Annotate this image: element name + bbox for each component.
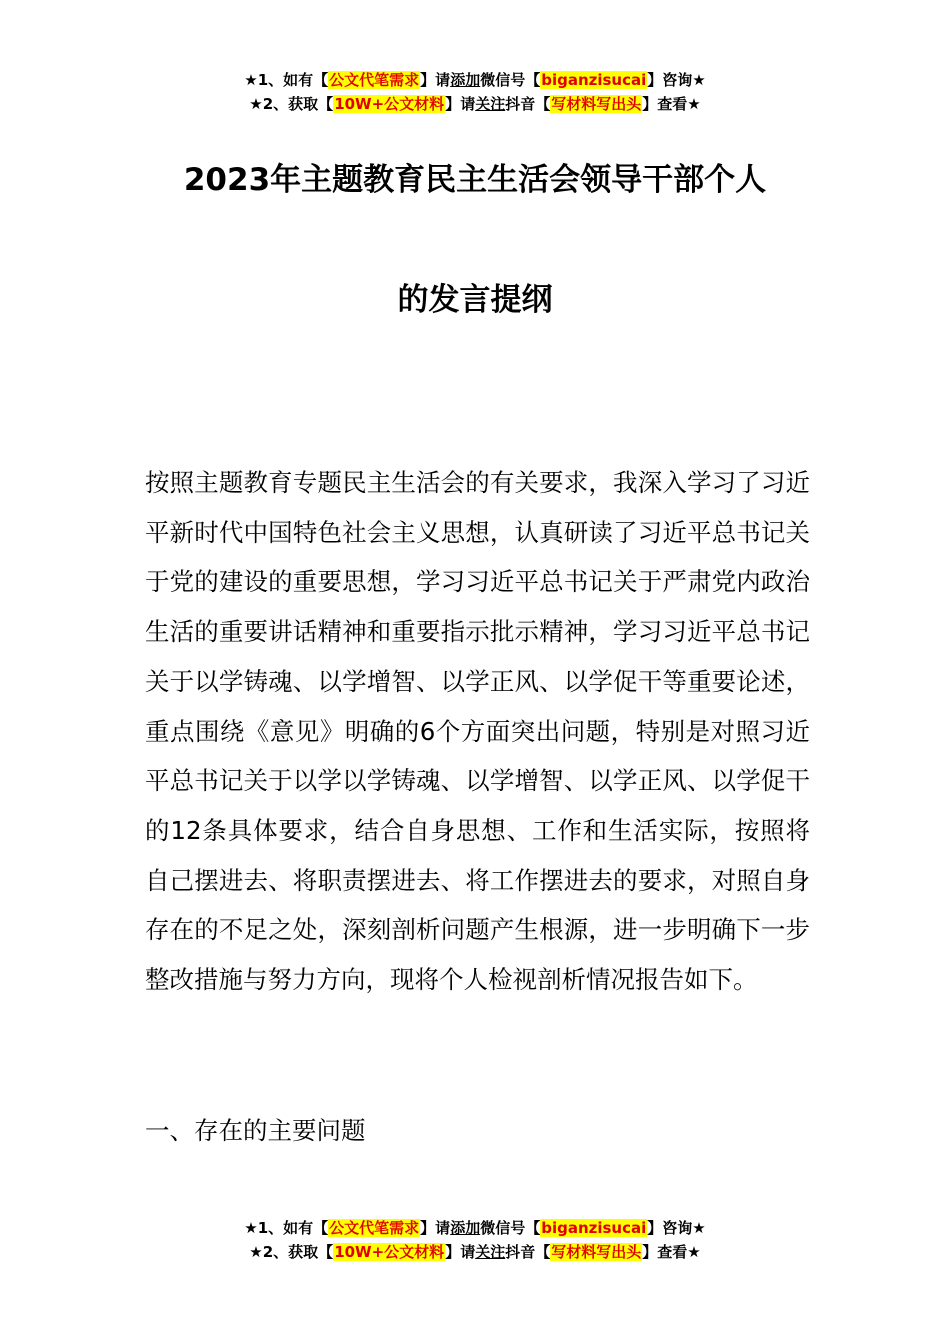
banner-text: 抖音【 [505,1243,551,1261]
banner-text: 】咨询★ [647,71,706,89]
banner-text: 】请 [420,1219,451,1237]
highlight-douyin: 写材料写出头 [551,95,642,113]
banner-text: 微信号【 [480,71,541,89]
body-paragraph: 按照主题教育专题民主生活会的有关要求，我深入学习了习近平新时代中国特色社会主义思想，认真研读了习近平总书记关于党的建设的重要思想，学习习近平总书记关于严肃党内政治生活的重要讲话精神和重要指示批示精神，学习习近平总书记关于以学铸魂、以学增智、以学正风、以学促干等重要论述，重点围绕《意见》明确的6个方面突出问题，特别是对照习近平总书记关于以学以学铸魂、以学增智、以学正风、以学促干的12条具体要求，结合自身思想、工作和生活实际，按照将自己摆进去、将职责摆进去、将工作摆进去的要求，对照自身存在的不足之处，深刻剖析问题产生根源，进一步明确下一步整改措施与努力方向，现将个人检视剖析情况报告如下。 [145,468,810,995]
document-title-line-2: 的发言提纲 [397,282,553,318]
banner-text: 】查看★ [642,1243,701,1261]
highlight-wechat-id: biganzisucai [541,1219,647,1237]
banner-text: 】查看★ [642,95,701,113]
banner-underlined: 添加 [450,1219,481,1237]
banner-text: 】咨询★ [647,1219,706,1237]
highlight-douyin: 写材料写出头 [551,1243,642,1261]
highlight-wechat-id: biganzisucai [541,71,647,89]
banner-text: 抖音【 [505,95,551,113]
banner-text: 】请 [445,95,476,113]
footer-banner [0,1216,950,1264]
banner-text: ★1、如有【 [244,71,329,89]
document-title-line-1: 2023年主题教育民主生活会领导干部个人 [183,162,767,198]
banner-text: 】请 [445,1243,476,1261]
highlight-materials: 10W+公文材料 [334,1243,445,1261]
banner-line-2 [0,92,950,116]
header-banner [0,68,950,116]
banner-line-1 [0,1216,950,1240]
banner-text: ★2、获取【 [249,1243,334,1261]
banner-text: 】请 [420,71,451,89]
highlight-service: 公文代笔需求 [329,1219,420,1237]
banner-text: 微信号【 [480,1219,541,1237]
banner-text: ★1、如有【 [244,1219,329,1237]
section-heading: 一、存在的主要问题 [145,1116,366,1145]
banner-line-2 [0,1240,950,1264]
banner-underlined: 关注 [475,95,506,113]
banner-underlined: 添加 [450,71,481,89]
banner-text: ★2、获取【 [249,95,334,113]
banner-line-1 [0,68,950,92]
banner-underlined: 关注 [475,1243,506,1261]
highlight-materials: 10W+公文材料 [334,95,445,113]
highlight-service: 公文代笔需求 [329,71,420,89]
